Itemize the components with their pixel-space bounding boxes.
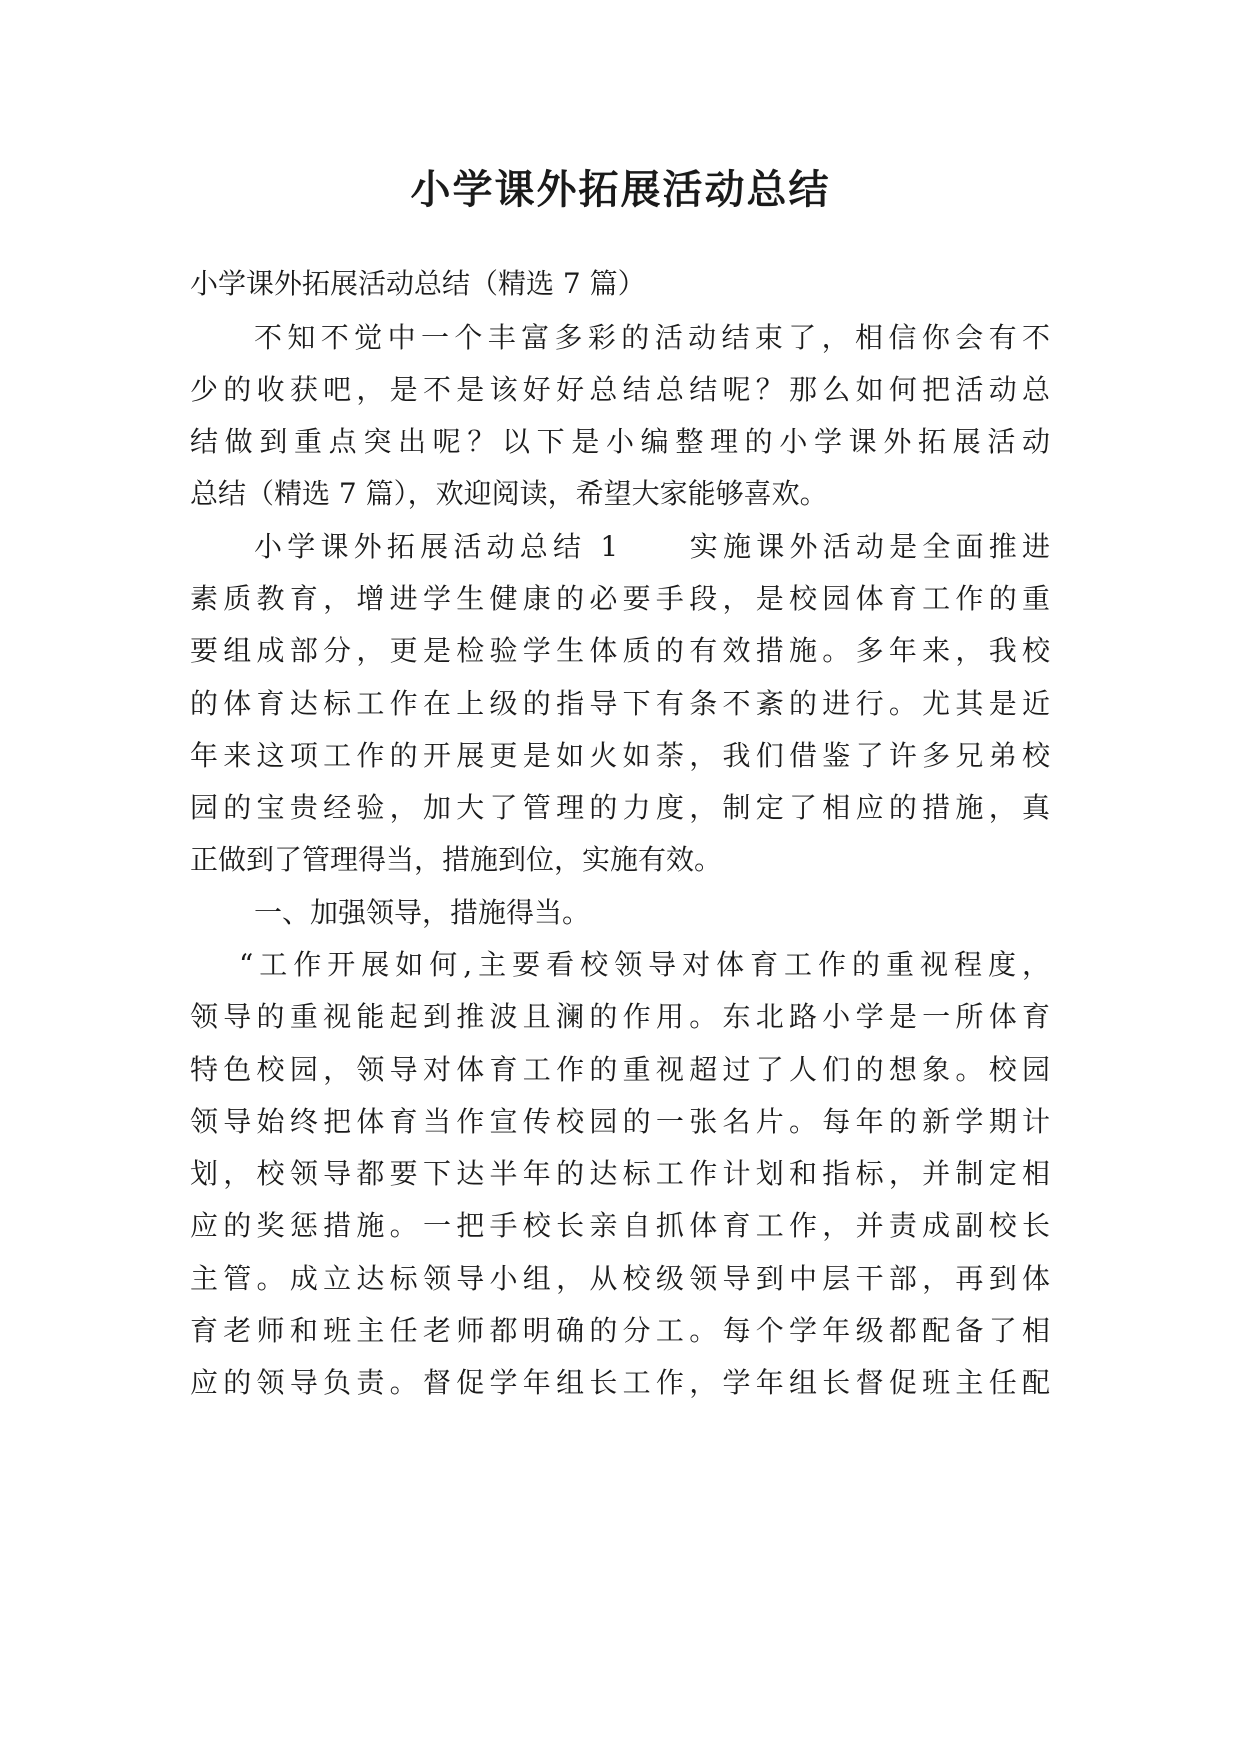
document-title: 小学课外拓展活动总结 <box>410 167 831 213</box>
body-line: 小学课外拓展活动总结 1 实施课外活动是全面推进 <box>254 530 1050 563</box>
body-line: 要组成部分，更是检验学生体质的有效措施。多年来，我校 <box>190 634 1050 667</box>
body-line: 的体育达标工作在上级的指导下有条不紊的进行。尤其是近 <box>190 687 1050 720</box>
body-line: 应的领导负责。督促学年组长工作，学年组长督促班主任配 <box>190 1366 1050 1399</box>
body-line: 划，校领导都要下达半年的达标工作计划和指标，并制定相 <box>190 1157 1050 1190</box>
body-line: 少的收获吧，是不是该好好总结总结呢？那么如何把活动总 <box>190 373 1050 406</box>
document-subtitle: 小学课外拓展活动总结（精选 7 篇） <box>190 267 646 300</box>
body-line: 育老师和班主任老师都明确的分工。每个学年级都配备了相 <box>190 1314 1050 1347</box>
body-line: 领导的重视能起到推波且澜的作用。东北路小学是一所体育 <box>190 1000 1050 1033</box>
body-line: 领导始终把体育当作宣传校园的一张名片。每年的新学期计 <box>190 1105 1050 1138</box>
body-line: 素质教育，增进学生健康的必要手段，是校园体育工作的重 <box>190 582 1050 615</box>
body-line: 主管。成立达标领导小组，从校级领导到中层干部，再到体 <box>190 1262 1050 1295</box>
section-heading: 一、加强领导，措施得当。 <box>254 896 591 929</box>
body-line: 总结（精选 7 篇），欢迎阅读，希望大家能够喜欢。 <box>190 477 828 510</box>
body-line: 结做到重点突出呢？以下是小编整理的小学课外拓展活动 <box>190 425 1050 458</box>
body-line: 年来这项工作的开展更是如火如荼，我们借鉴了许多兄弟校 <box>190 739 1050 772</box>
body-line: “工作开展如何,主要看校领导对体育工作的重视程度， <box>239 948 1050 981</box>
body-line: 园的宝贵经验，加大了管理的力度，制定了相应的措施，真 <box>190 791 1050 824</box>
body-line: 特色校园，领导对体育工作的重视超过了人们的想象。校园 <box>190 1053 1050 1086</box>
body-line: 正做到了管理得当，措施到位，实施有效。 <box>190 843 723 876</box>
body-line: 不知不觉中一个丰富多彩的活动结束了，相信你会有不 <box>254 321 1050 354</box>
body-line: 应的奖惩措施。一把手校长亲自抓体育工作，并责成副校长 <box>190 1209 1050 1242</box>
